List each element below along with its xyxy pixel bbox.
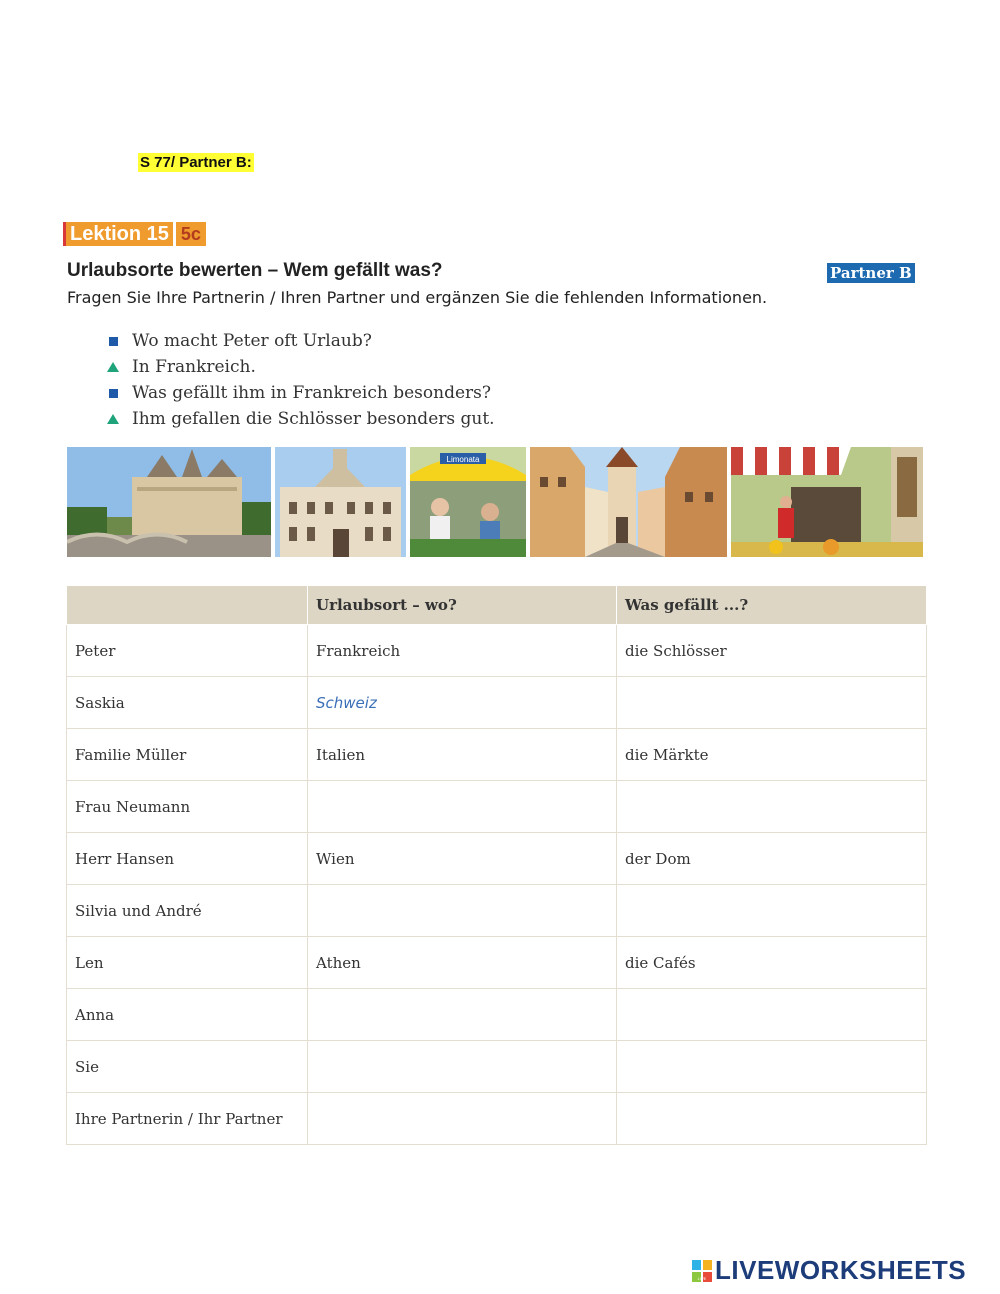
cell-likes-answer[interactable] [617,1093,927,1145]
cell-place: Athen [308,937,617,989]
cell-name: Familie Müller [67,729,308,781]
dialog-line: In Frankreich. [107,354,495,380]
liveworksheets-logo-icon [692,1260,712,1282]
header-name [67,586,308,625]
cell-name: Herr Hansen [67,833,308,885]
cell-name: Peter [67,625,308,677]
table-row [67,677,927,729]
logo-mark-text: LIVE [697,1275,707,1281]
cell-likes: die Märkte [617,729,927,781]
partner-badge: Partner B [827,263,915,283]
table-row [67,833,927,885]
table-row [67,937,927,989]
cell-likes-answer[interactable] [617,1041,927,1093]
cell-place-answer[interactable] [308,885,617,937]
exercise-instruction: Fragen Sie Ihre Partnerin / Ihren Partner und ergänzen Sie die fehlenden Informationen. [67,288,768,307]
cell-likes-answer[interactable] [617,677,927,729]
cell-likes: die Schlösser [617,625,927,677]
cell-name: Silvia und André [67,885,308,937]
cell-place-answer[interactable] [308,1041,617,1093]
dialog-line: Ihm gefallen die Schlösser besonders gut. [107,406,495,432]
umbrella-sign: Limonata [446,455,480,464]
cell-place-answer[interactable] [308,1093,617,1145]
cell-name: Anna [67,989,308,1041]
header-place: Urlaubsort – wo? [308,586,617,625]
table-row [67,781,927,833]
cell-name: Ihre Partnerin / Ihr Partner [67,1093,308,1145]
square-bullet-icon [109,389,118,398]
table-row [67,729,927,781]
town-hall-photo [275,447,406,557]
triangle-bullet-icon [107,414,119,424]
cell-place: Frankreich [308,625,617,677]
table-row [67,625,927,677]
page-reference-tag: S 77/ Partner B: [140,154,252,171]
dialog-line: Wo macht Peter oft Urlaub? [107,328,495,354]
header-likes: Was gefällt ...? [617,586,927,625]
cell-place-answer[interactable] [308,989,617,1041]
cell-place: Italien [308,729,617,781]
cell-likes-answer[interactable] [617,885,927,937]
table-row [67,1093,927,1145]
cell-likes: die Cafés [617,937,927,989]
cell-likes-answer[interactable] [617,781,927,833]
shop-photo [731,447,923,557]
info-table [66,585,927,1145]
table-row [67,885,927,937]
cell-likes: der Dom [617,833,927,885]
market-photo [410,447,526,557]
lesson-label [63,222,206,246]
example-dialog [107,328,495,432]
cell-place-answer[interactable]: Schweiz [308,677,617,729]
lesson-name: Lektion 15 [66,222,173,246]
table-header-row [67,586,927,625]
triangle-bullet-icon [107,362,119,372]
table-row [67,1041,927,1093]
dialog-line: Was gefällt ihm in Frankreich besonders? [107,380,495,406]
table-row [67,989,927,1041]
square-bullet-icon [109,337,118,346]
photo-strip [67,447,926,557]
cell-place: Wien [308,833,617,885]
old-town-street-photo [530,447,727,557]
cell-name: Sie [67,1041,308,1093]
cell-name: Len [67,937,308,989]
castle-photo [67,447,271,557]
liveworksheets-logo [692,1255,966,1286]
cell-name: Saskia [67,677,308,729]
cell-place-answer[interactable] [308,781,617,833]
lesson-code: 5c [176,222,206,246]
liveworksheets-logo-text: LIVEWORKSHEETS [715,1255,967,1285]
cell-name: Frau Neumann [67,781,308,833]
cell-likes-answer[interactable] [617,989,927,1041]
exercise-title: Urlaubsorte bewerten – Wem gefällt was? [67,260,443,281]
